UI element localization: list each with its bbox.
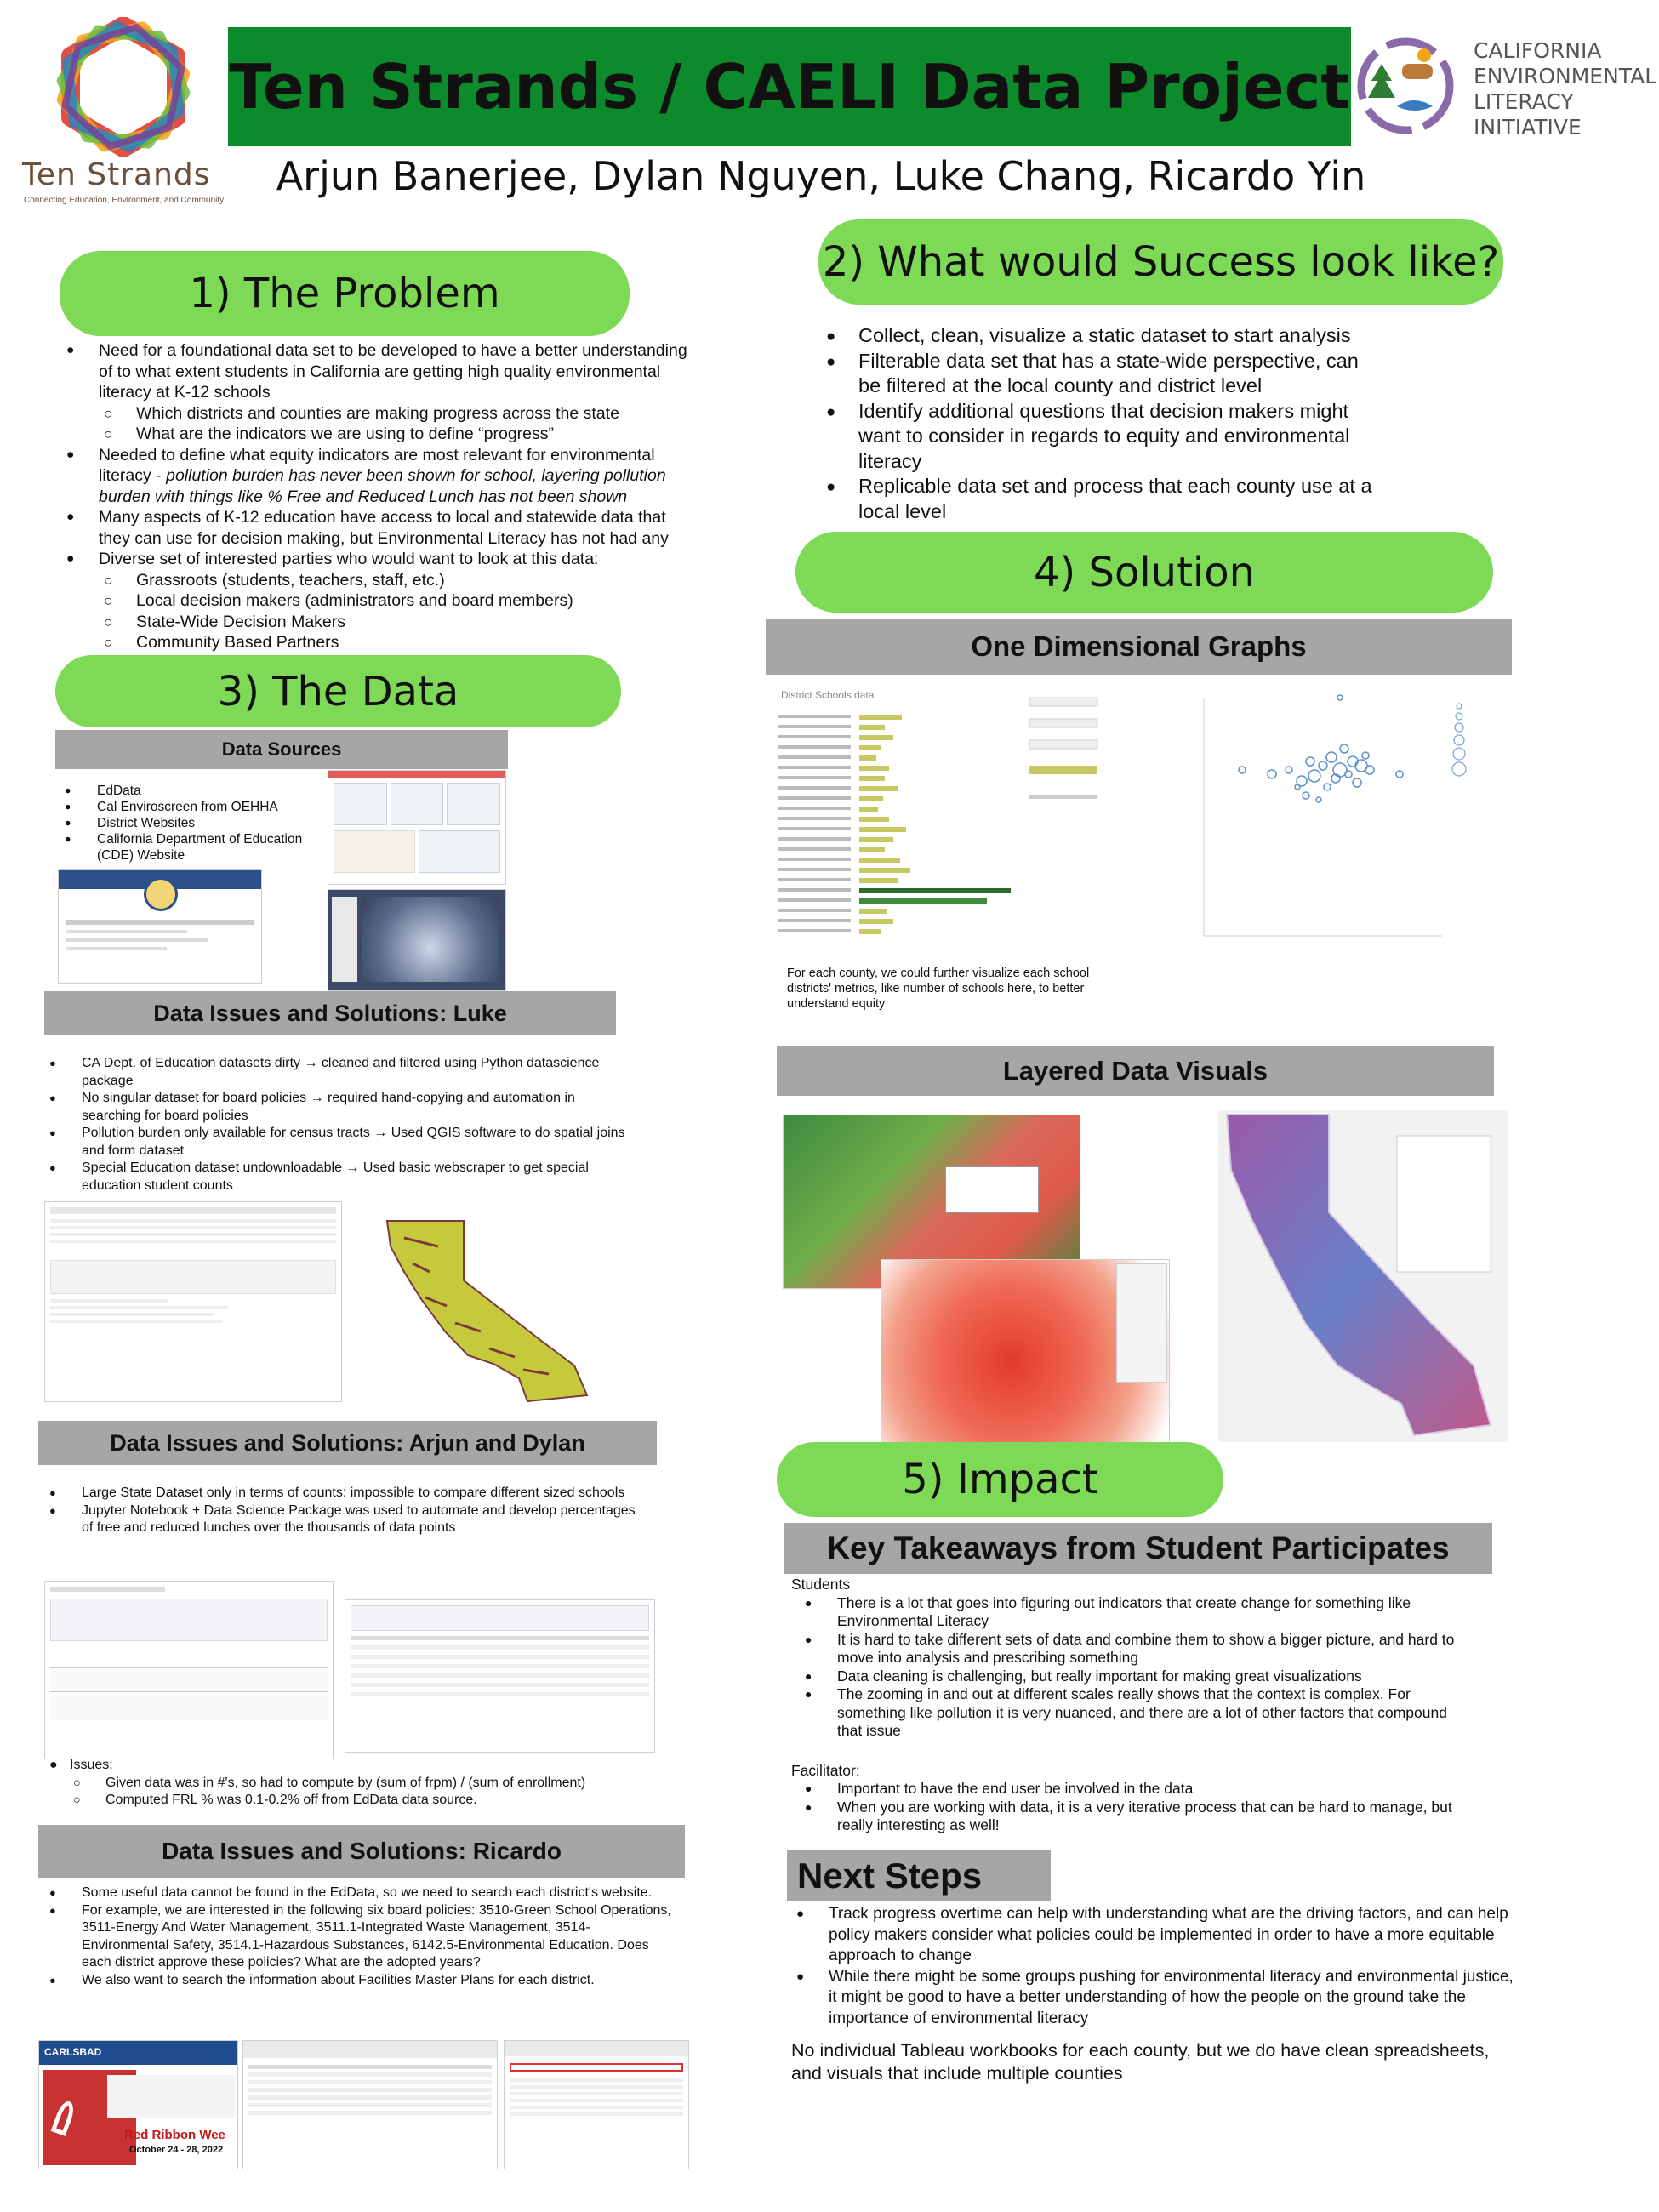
list-item: ● Diverse set of interested parties who would want to look at this data: ○ Grassroots (students, teachers, staff, etc.) ○ Local decision makers (administrators and board members) ○ State-Wide Decision Makers ○ Community Based Partners [61,549,695,653]
carlsbad-website-screenshot: CARLSBAD Red Ribbon Wee October 24 - 28, 2022 [38,2040,238,2169]
problem-heading: 1) The Problem [60,251,630,336]
title-banner [228,27,1351,146]
list-item: ● District Websites [60,815,340,831]
list-item: ● CA Dept. of Education datasets dirty → cleaned and filtered using Python datascience package [44,1055,631,1090]
list-item: ● Need for a foundational data set to be developed to have a better understanding of to what extent students in California are getting high quality environmental literacy at K-12 schools ○ Which districts and counties are making progress across the state ○ What are the indicators we are using to define “progress” [61,340,695,445]
one-dim-graphs-title: One Dimensional Graphs [766,619,1512,675]
list-item: ● The zooming in and out at different scales really shows that the context is complex. For something like pollution it is very nuanced, and there are a lot of other factors that compound that issue [800,1685,1472,1741]
data-heading: 3) The Data [55,655,621,727]
luke-title: Data Issues and Solutions: Luke [44,991,616,1035]
facilities-plan-screenshot [504,2040,689,2169]
ricardo-body [44,1884,674,1989]
ten-strands-ring-icon [17,17,230,162]
california-tracts-map [379,1204,604,1408]
map-dashboard-screenshot [328,889,506,991]
list-item: ○ Which districts and counties are making progress across the state [99,403,695,425]
frl-output-table-screenshot [345,1599,655,1753]
list-item: ● Identify additional questions that decision makers might want to consider in regards to equity and environmental literacy [821,399,1382,475]
list-item: ● While there might be some groups pushing for environmental literacy and environmental justice, it might be good to have a better understanding of how the people on the ground take the importance of environmental literacy [791,1967,1523,2030]
scatter-points [1178,681,1510,953]
district-schools-chart [774,681,1115,953]
california-shape [1218,1110,1508,1442]
red-ribbon-week-banner: Red Ribbon Wee [124,2128,225,2142]
list-item: ● Collect, clean, visualize a static dataset to start analysis [821,323,1382,349]
district-bars [774,681,1115,953]
arjun-dylan-title: Data Issues and Solutions: Arjun and Dylan [38,1421,657,1465]
list-item: ● Cal Enviroscreen from OEHHA [60,799,340,815]
list-item: ● Needed to define what equity indicators are most relevant for environmental literacy - pollution burden has never been shown for school, layering pollution burden with things like % Free and Reduced Lunch has not been shown [61,445,695,508]
ricardo-title: Data Issues and Solutions: Ricardo [38,1825,685,1878]
district-website-screenshot [58,869,262,984]
list-item: ● When you are working with data, it is a very iterative process that can be hard to manage, but really interesting as well! [800,1799,1472,1835]
list-item: ● No singular dataset for board policies → required hand-copying and automation in searching for board policies [44,1090,631,1125]
list-item: ○ Grassroots (students, teachers, staff, etc.) [99,570,695,591]
impact-heading: 5) Impact [777,1442,1223,1517]
list-item: ● We also want to search the information about Facilities Master Plans for each district. [44,1972,674,1990]
caeli-emblem-icon [1354,30,1455,145]
success-heading: 2) What would Success look like? [818,219,1503,305]
list-item: ● Replicable data set and process that each county use at a local level [821,474,1382,524]
ten-strands-wordmark: Ten Strands [22,157,211,192]
list-item: ● For example, we are interested in the following six board policies: 3510-Green School Operations, 3511-Energy And Water Management, 3511.1-Integrated Waste Management, 3514-Environmental Safety, 3514.1-Hazardous Substances, 6142.5-Environmental Education. Does each district approve these policies? What are the adopted years? [44,1902,674,1972]
list-item: ● Large State Dataset only in terms of counts: impossible to compare different sized schools [44,1485,640,1502]
ten-strands-tagline: Connecting Education, Environment, and Community [24,196,225,205]
list-item: ● EdData [60,783,340,799]
next-steps-title: Next Steps [787,1850,1051,1901]
list-item: ● Some useful data cannot be found in the EdData, so we need to search each district's website. [44,1884,674,1902]
data-sources-title: Data Sources [55,730,508,769]
problem-body [61,340,695,653]
list-item: ○ Community Based Partners [99,632,695,653]
list-item: ● Pollution burden only available for census tracts → Used QGIS software to do spatial joins and form dataset [44,1125,631,1160]
students-label: Students [791,1576,851,1593]
takeaways-body [791,1576,1472,1835]
list-item: ● California Department of Education (CDE) Website [60,831,340,864]
list-item: ● Jupyter Notebook + Data Science Package was used to automate and develop percentages of free and reduced lunches over the thousands of data points [44,1502,640,1537]
solution-heading: 4) Solution [795,532,1493,613]
success-body [821,323,1382,524]
page-title: Ten Strands / CAELI Data Project [229,51,1350,123]
list-item: ○ Computed FRL % was 0.1-0.2% off from EdData data source. [68,1792,657,1810]
list-item: ● Special Education dataset undownloadable → Used basic webscraper to get special education student counts [44,1160,631,1194]
list-item: ● It is hard to take different sets of data and combine them to show a bigger picture, and hard to move into analysis and prescribing something [800,1631,1472,1668]
list-item: ○ What are the indicators we are using to define “progress” [99,424,695,445]
list-item: ● There is a lot that goes into figuring out indicators that create change for something like Environmental Literacy [800,1594,1472,1631]
caeli-logo [1354,30,1656,149]
board-policy-table-screenshot [242,2040,498,2169]
la-area-map [881,1259,1170,1446]
solution-caption: For each county, we could further visualize each school districts' metrics, like number of schools here, to better understand equity [787,966,1090,1011]
layered-visuals-title: Layered Data Visuals [777,1046,1494,1096]
closing-note: No individual Tableau workbooks for each county, but we do have clean spreadsheets, and visuals that include multiple counties [791,2040,1490,2084]
district-seal-icon [144,877,178,911]
list-item: ○ State-Wide Decision Makers [99,612,695,633]
list-item: ○ Local decision makers (administrators and board members) [99,590,695,612]
list-item: ○ Given data was in #'s, so had to compute by (sum of frpm) / (sum of enrollment) [68,1775,657,1793]
takeaways-title: Key Takeaways from Student Participates [784,1523,1492,1574]
authors: Arjun Banerjee, Dylan Nguyen, Luke Chang, Ricardo Yin [276,153,1366,199]
list-item: ● Many aspects of K-12 education have access to local and statewide data that they can use for decision making, but Environmental Literacy has not had any [61,507,695,549]
scatter-plot-screenshot [1178,681,1510,953]
python-table-screenshot [44,1201,342,1402]
data-sources-list [60,783,340,864]
enviroscreen-dashboard-screenshot [328,770,506,885]
list-item: ● Filterable data set that has a state-wide perspective, can be filtered at the local county and district level [821,349,1382,399]
arjun-dylan-body [44,1485,640,1537]
list-item: ● Track progress overtime can help with understanding what are the driving factors, and can help policy makers consider what policies could be implemented in order to have a more equitable approach to change [791,1904,1523,1967]
caeli-wordmark: CALIFORNIA ENVIRONMENTAL LITERACY INITIATIVE [1474,38,1657,140]
facilitator-label: Facilitator: [791,1761,860,1779]
jupyter-notebook-screenshot [44,1581,334,1759]
list-item: ● Important to have the end user be involved in the data [800,1780,1472,1799]
chart-title: District Schools data [781,689,875,701]
next-steps-body [791,1904,1523,2085]
list-item: ● Data cleaning is challenging, but really important for making great visualizations [800,1668,1472,1686]
arjun-dylan-issues: ● Issues: ○ Given data was in #'s, so had to compute by (sum of frpm) / (sum of enrollment) ○ Computed FRL % was 0.1-0.2% off from EdData data source. [44,1757,657,1810]
ten-strands-logo [17,17,230,208]
luke-body [44,1055,631,1194]
california-layered-map [1218,1110,1508,1442]
